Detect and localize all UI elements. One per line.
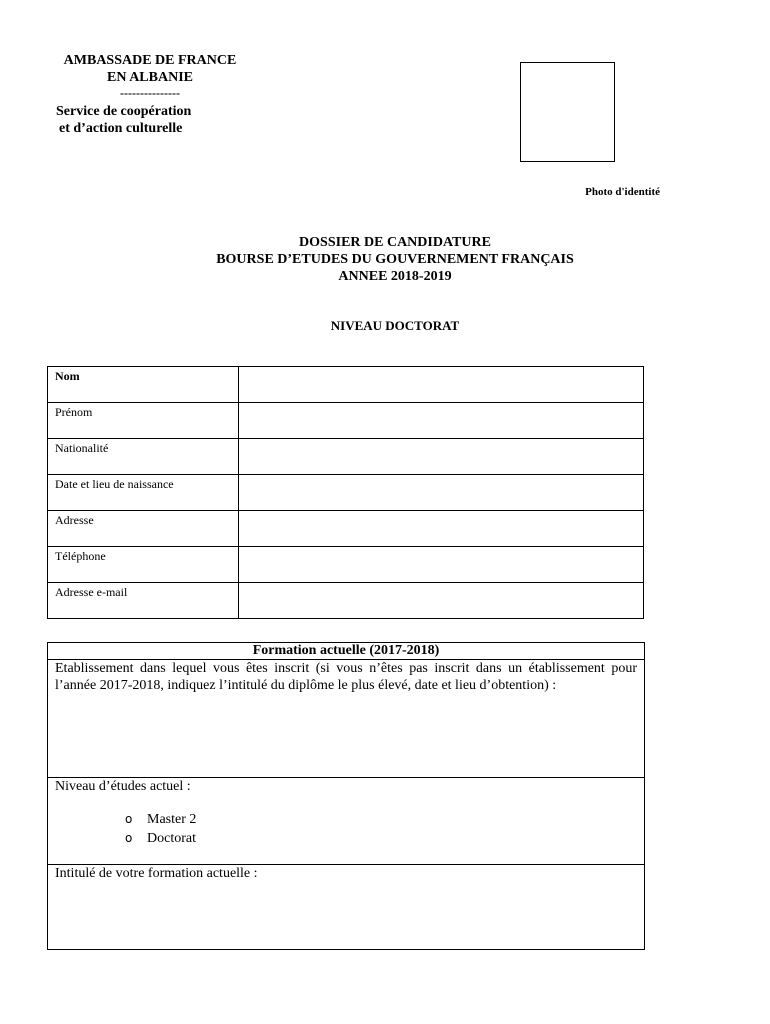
header-separator: --------------- [120, 86, 180, 100]
table-row [48, 583, 644, 619]
table-row [48, 439, 644, 475]
field-input-naissance[interactable] [239, 475, 644, 511]
option-doctorat[interactable] [125, 830, 637, 849]
service-name [56, 103, 276, 137]
establishment-section[interactable] [48, 660, 644, 778]
table-row [48, 367, 644, 403]
table-row [48, 547, 644, 583]
embassy-country: EN ALBANIE [107, 70, 193, 85]
establishment-question: Etablissement dans lequel vous êtes inscrit (si vous n’êtes pas inscrit dans un établissement pour l’année 2017-2018, indiquez l’intitulé du diplôme le plus élevé, date et lieu d’obtention) : [55, 661, 637, 693]
photo-placeholder [520, 62, 615, 162]
embassy-header [55, 52, 245, 101]
photo-label: Photo d'identité [585, 186, 660, 198]
field-input-nom[interactable] [239, 367, 644, 403]
formation-title: Formation actuelle (2017-2018) [48, 643, 644, 660]
service-line-1: Service de coopération [56, 104, 192, 119]
field-label-telephone: Téléphone [48, 547, 239, 583]
level-title: NIVEAU DOCTORAT [330, 318, 460, 333]
radio-circle-icon[interactable]: o [125, 831, 133, 845]
embassy-name: AMBASSADE DE FRANCE [63, 53, 237, 68]
table-row [48, 475, 644, 511]
field-label-naissance: Date et lieu de naissance [48, 475, 239, 511]
identity-table [47, 366, 644, 619]
field-label-email: Adresse e-mail [48, 583, 239, 619]
document-title [100, 234, 690, 285]
field-input-prenom[interactable] [239, 403, 644, 439]
field-label-adresse: Adresse [48, 511, 239, 547]
title-line-1: DOSSIER DE CANDIDATURE [299, 235, 491, 250]
formation-section [47, 642, 645, 950]
title-line-2: BOURSE D’ETUDES DU GOUVERNEMENT FRANÇAIS [216, 252, 574, 267]
study-level-question: Niveau d’études actuel : [55, 779, 191, 794]
field-label-nationalite: Nationalité [48, 439, 239, 475]
current-formation-question: Intitulé de votre formation actuelle : [55, 866, 258, 881]
current-formation-section[interactable] [48, 865, 644, 949]
study-level-section [48, 778, 644, 865]
field-input-email[interactable] [239, 583, 644, 619]
option-master-2[interactable] [125, 811, 637, 830]
field-input-adresse[interactable] [239, 511, 644, 547]
table-row [48, 403, 644, 439]
radio-circle-icon[interactable]: o [125, 812, 133, 826]
title-line-3: ANNEE 2018-2019 [338, 269, 452, 284]
service-line-2: et d’action culturelle [59, 121, 183, 136]
field-input-telephone[interactable] [239, 547, 644, 583]
field-input-nationalite[interactable] [239, 439, 644, 475]
option-label: Doctorat [147, 831, 196, 846]
field-label-prenom: Prénom [48, 403, 239, 439]
table-row [48, 511, 644, 547]
field-label-nom: Nom [48, 367, 239, 403]
option-label: Master 2 [147, 812, 197, 827]
